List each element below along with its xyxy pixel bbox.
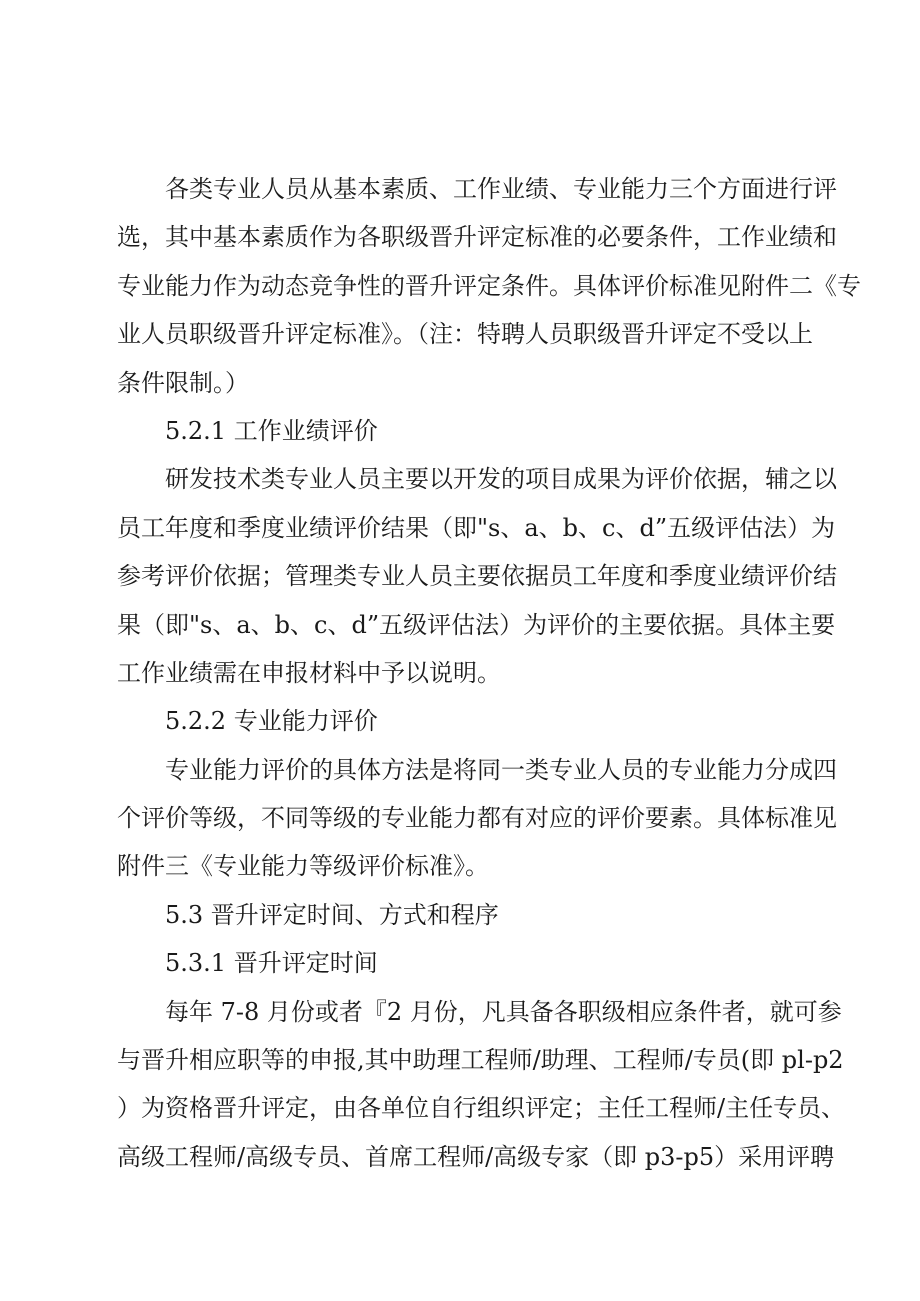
paragraph-line: 选，其中基本素质作为各职级晋升评定标准的必要条件，工作业绩和 [117,223,837,252]
paragraph-line: 研发技术类专业人员主要以开发的项目成果为评价依据，辅之以 [165,465,837,494]
paragraph-line: 附件三《专业能力等级评价标准》。 [117,852,489,881]
section-heading: 5.2.1 工作业绩评价 [165,416,378,445]
paragraph-line: 个评价等级，不同等级的专业能力都有对应的评价要素。具体标准见 [117,804,837,833]
paragraph-line: 各类专业人员从基本素质、工作业绩、专业能力三个方面进行评 [165,175,837,203]
document-body [117,165,861,1181]
paragraph-line: 员工年度和季度业绩评价结果（即"s、a、b、c、d”五级评估法）为 [117,513,836,542]
paragraph-line: 条件限制。） [117,368,249,397]
paragraph-line: 专业能力评价的具体方法是将同一类专业人员的专业能力分成四 [165,755,837,784]
section-heading: 5.3.1 晋升评定时间 [165,949,378,978]
section-heading: 5.2.2 专业能力评价 [165,707,378,736]
paragraph-line: 参考评价依据；管理类专业人员主要依据员工年度和季度业绩评价结 [117,562,837,591]
paragraph-line: 专业能力作为动态竞争性的晋升评定条件。具体评价标准见附件二《专 [117,271,861,300]
paragraph-line: 业人员职级晋升评定标准》。（注：特聘人员职级晋升评定不受以上 [117,320,813,349]
paragraph-line: 工作业绩需在申报材料中予以说明。 [117,658,501,687]
paragraph-line: ）为资格晋升评定，由各单位自行组织评定；主任工程师/主任专员、 [117,1094,846,1123]
paragraph-line: 高级工程师/高级专员、首席工程师/高级专家（即 p3-p5）采用评聘 [117,1142,835,1171]
paragraph-line: 与晋升相应职等的申报,其中助理工程师/助理、工程师/专员(即 pl-p2 [117,1046,844,1075]
paragraph-line: 果（即"s、a、b、c、d”五级评估法）为评价的主要依据。具体主要 [117,610,836,639]
section-heading: 5.3 晋升评定时间、方式和程序 [165,900,499,929]
paragraph-line: 每年 7-8 月份或者『2 月份，凡具备各职级相应条件者，就可参 [165,997,842,1026]
